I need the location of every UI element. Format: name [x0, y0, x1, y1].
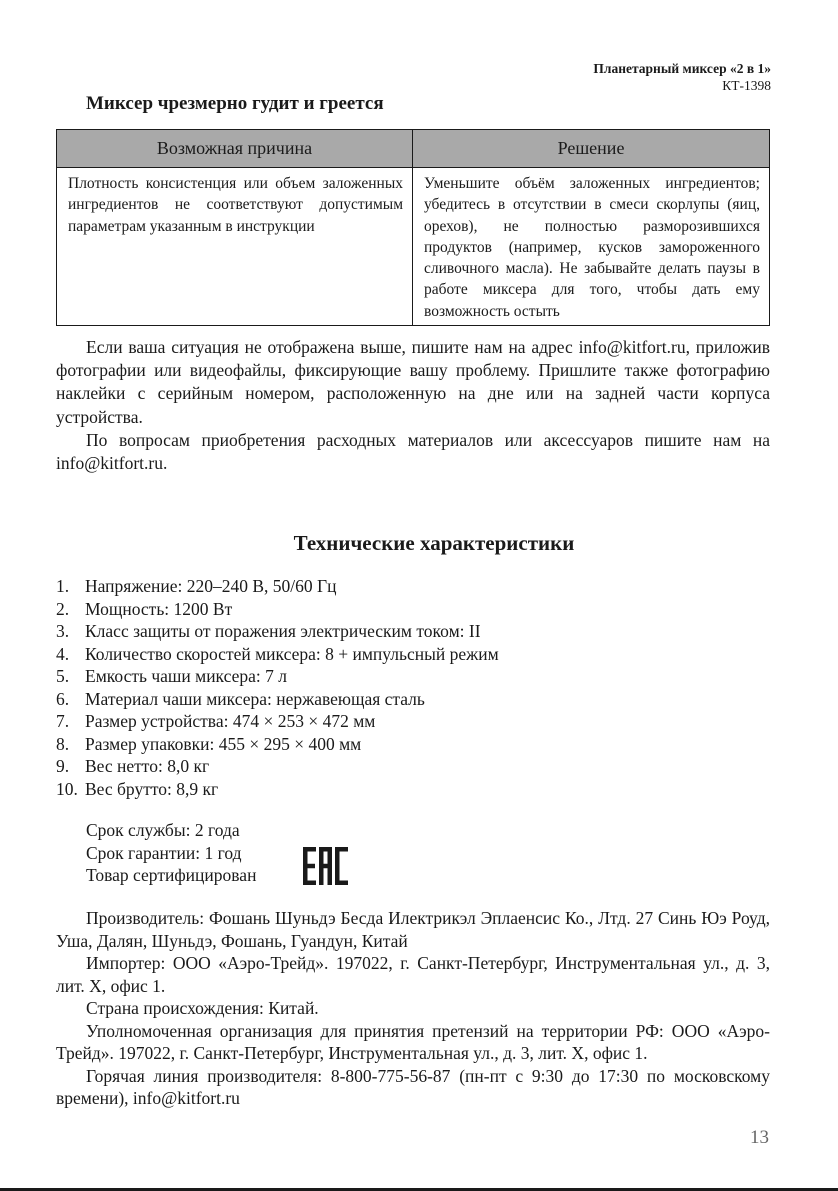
spec-number: 7.	[56, 711, 70, 731]
spec-number: 2.	[56, 598, 70, 619]
cause-cell: Плотность консистенция или объем заложенных ингредиентов не соответствуют допустимым параметрам указанным в инструкции	[57, 168, 413, 326]
service-life: Срок службы: 2 года	[86, 820, 240, 840]
header-product: Планетарный миксер «2 в 1»	[593, 61, 771, 76]
list-item	[56, 575, 499, 598]
troubleshooting-table	[56, 129, 770, 326]
spec-text: Емкость чаши миксера: 7 л	[85, 666, 287, 686]
spec-number: 3.	[56, 621, 70, 641]
header-solution: Решение	[413, 130, 770, 168]
hotline-text: Горячая линия производителя: 8-800-775-56-87 (пн-пт с 9:30 до 17:30 по московскому времени), info@kitfort.ru	[56, 1065, 770, 1108]
spec-text: Напряжение: 220–240 В, 50/60 Гц	[85, 576, 337, 596]
spec-text: Мощность: 1200 Вт	[85, 598, 233, 619]
list-item	[56, 620, 499, 643]
spec-number: 10.	[56, 778, 78, 799]
spec-text: Материал чаши миксера: нержавеющая сталь	[85, 688, 425, 709]
producer-text: Производитель: Фошань Шуньдэ Бесда Илектрикэл Эплаенсис Ко., Лтд. 27 Синь Юэ Роуд, Уша, Далян, Шуньдэ, Фошань, Гуандун, Китай	[56, 908, 770, 951]
spec-number: 4.	[56, 643, 70, 664]
spec-text: Вес нетто: 8,0 кг	[85, 756, 210, 776]
spec-number: 9.	[56, 756, 70, 776]
list-item	[56, 710, 499, 733]
spec-number: 6.	[56, 688, 70, 709]
origin-text: Страна происхождения: Китай.	[86, 998, 319, 1018]
solution-cell: Уменьшите объём заложенных ингредиентов; убедитесь в отсутствии в смеси скорлупы (яиц, орехов), не полностью разморозившихся продуктов (например, кусков замороженного сливочного масла). Не забывайте делать паузы в работе миксера для того, чтобы дать ему возможность остыть	[413, 168, 770, 326]
manufacturer-info	[56, 907, 770, 1110]
spec-text: Класс защиты от поражения электрическим током: II	[85, 621, 481, 641]
contact-paragraph-2: По вопросам приобретения расходных материалов или аксессуаров пишите нам на info@kitfort.ru.	[56, 429, 770, 474]
eac-mark-icon	[303, 847, 349, 885]
list-item	[56, 755, 499, 778]
spec-text: Количество скоростей миксера: 8 + импульсный режим	[85, 643, 499, 664]
header-cause: Возможная причина	[57, 130, 413, 168]
running-header	[593, 60, 771, 94]
spec-number: 5.	[56, 666, 70, 686]
list-item	[56, 643, 499, 666]
spec-list	[56, 575, 499, 800]
list-item	[56, 778, 499, 801]
list-item	[56, 733, 499, 756]
spec-number: 1.	[56, 576, 70, 596]
contact-paragraph-1: Если ваша ситуация не отображена выше, пишите нам на адрес info@kitfort.ru, приложив фотографии или видеофайлы, фиксирующие вашу проблему. Пришлите также фотографию наклейки с серийным номером, расположенную на дне или на задней части корпуса устройства.	[56, 337, 770, 427]
certification-note: Товар сертифицирован	[86, 865, 257, 885]
page-number: 13	[750, 1127, 769, 1148]
table-row	[57, 168, 770, 326]
service-info	[86, 819, 256, 887]
table-header-row	[57, 130, 770, 168]
spec-text: Вес брутто: 8,9 кг	[85, 778, 219, 799]
warranty-period: Срок гарантии: 1 год	[86, 842, 242, 863]
spec-text: Размер упаковки: 455 × 295 × 400 мм	[85, 733, 362, 754]
list-item	[56, 688, 499, 711]
spec-text: Размер устройства: 474 × 253 × 472 мм	[85, 711, 376, 731]
list-item	[56, 598, 499, 621]
spec-number: 8.	[56, 733, 70, 754]
list-item	[56, 665, 499, 688]
importer-text: Импортер: ООО «Аэро-Трейд». 197022, г. Санкт-Петербург, Инструментальная ул., д. 3, лит. Х, офис 1.	[56, 953, 770, 996]
header-model: КТ-1398	[722, 78, 771, 93]
contact-text	[56, 336, 770, 475]
authorized-org-text: Уполномоченная организация для принятия претензий на территории РФ: ООО «Аэро-Трейд». 197022, г. Санкт-Петербург, Инструментальная ул., д. 3, лит. Х, офис 1.	[56, 1020, 770, 1063]
tech-title: Технические характеристики	[293, 531, 575, 555]
problem-title: Миксер чрезмерно гудит и греется	[86, 93, 384, 114]
